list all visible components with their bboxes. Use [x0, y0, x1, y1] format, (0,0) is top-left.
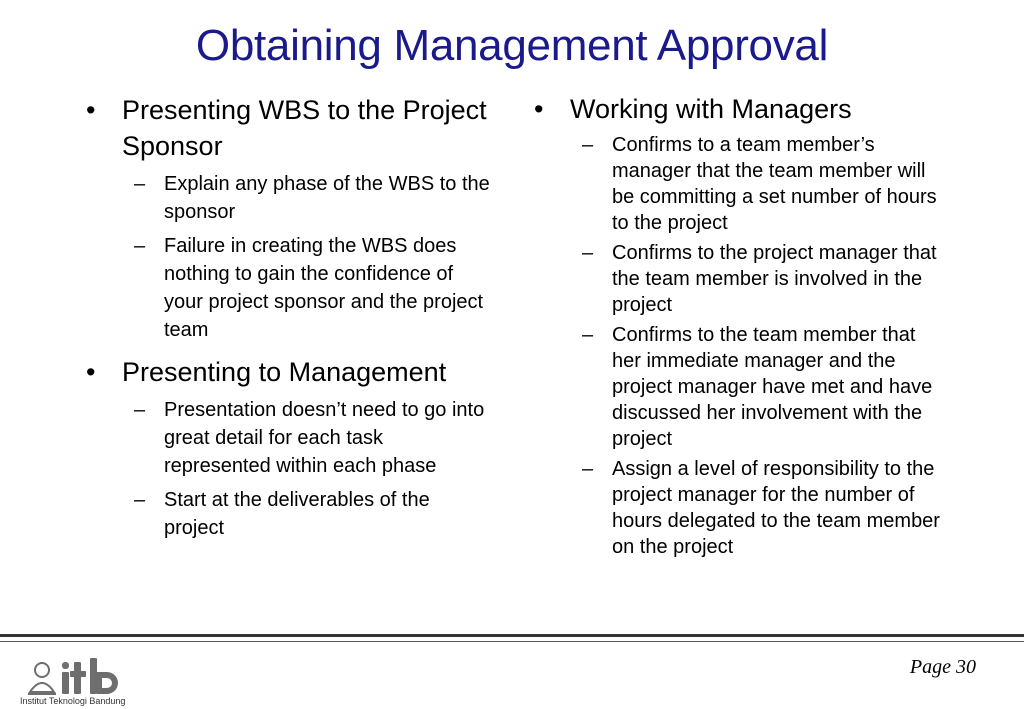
bullet-item [84, 354, 494, 390]
sub-item-text: Assign a level of responsibility to the project manager for the number of hours delegated to the team member on the project [612, 458, 940, 558]
dash-glyph: – [582, 242, 594, 264]
bullet-item [532, 92, 942, 126]
sub-item-text: Failure in creating the WBS does nothing to gain the confidence of your project sponsor and the project team [164, 235, 484, 341]
sub-item [84, 170, 494, 226]
sub-item [532, 322, 942, 452]
dash-glyph: – [582, 458, 594, 480]
bullet-item [84, 92, 494, 164]
sub-list [84, 396, 494, 542]
bullet-text: Presenting WBS to the Project Sponsor [122, 95, 487, 161]
footer-divider-thick [0, 634, 1024, 637]
sub-item [532, 132, 942, 236]
sub-item-text: Presentation doesn’t need to go into great detail for each task represented within each phase [164, 399, 485, 477]
sub-item [84, 232, 494, 344]
page-number: Page 30 [909, 656, 976, 678]
sub-item [532, 456, 942, 560]
dash-glyph: – [582, 134, 594, 156]
dash-glyph: – [134, 489, 146, 511]
bullet-glyph: • [86, 357, 96, 387]
sub-item-text: Confirms to the project manager that the team member is involved in the project [612, 242, 937, 316]
dash-glyph: – [134, 399, 146, 421]
sub-item-text: Start at the deliverables of the project [164, 489, 430, 539]
sub-item-text: Confirms to a team member’s manager that the team member will be committing a set number of hours to the project [612, 134, 937, 234]
sub-item [532, 240, 942, 318]
bullet-glyph: • [86, 95, 96, 125]
logo-caption: Institut Teknologi Bandung [20, 696, 126, 706]
sub-item [84, 396, 494, 480]
bullet-text: Working with Managers [570, 94, 852, 124]
footer-divider-thin [0, 641, 1024, 642]
sub-item-text: Confirms to the team member that her immediate manager and the project manager have met and have discussed her involvement with the project [612, 324, 933, 450]
dash-glyph: – [582, 324, 594, 346]
sub-list [532, 132, 942, 560]
dash-glyph: – [134, 235, 146, 257]
sub-list [84, 170, 494, 344]
sub-item-text: Explain any phase of the WBS to the sponsor [164, 173, 490, 223]
dash-glyph: – [134, 173, 146, 195]
left-column [84, 92, 494, 552]
bullet-text: Presenting to Management [122, 357, 447, 387]
right-column [532, 92, 942, 570]
bullet-glyph: • [534, 94, 544, 124]
slide-title: Obtaining Management Approval [195, 21, 829, 70]
sub-item [84, 486, 494, 542]
